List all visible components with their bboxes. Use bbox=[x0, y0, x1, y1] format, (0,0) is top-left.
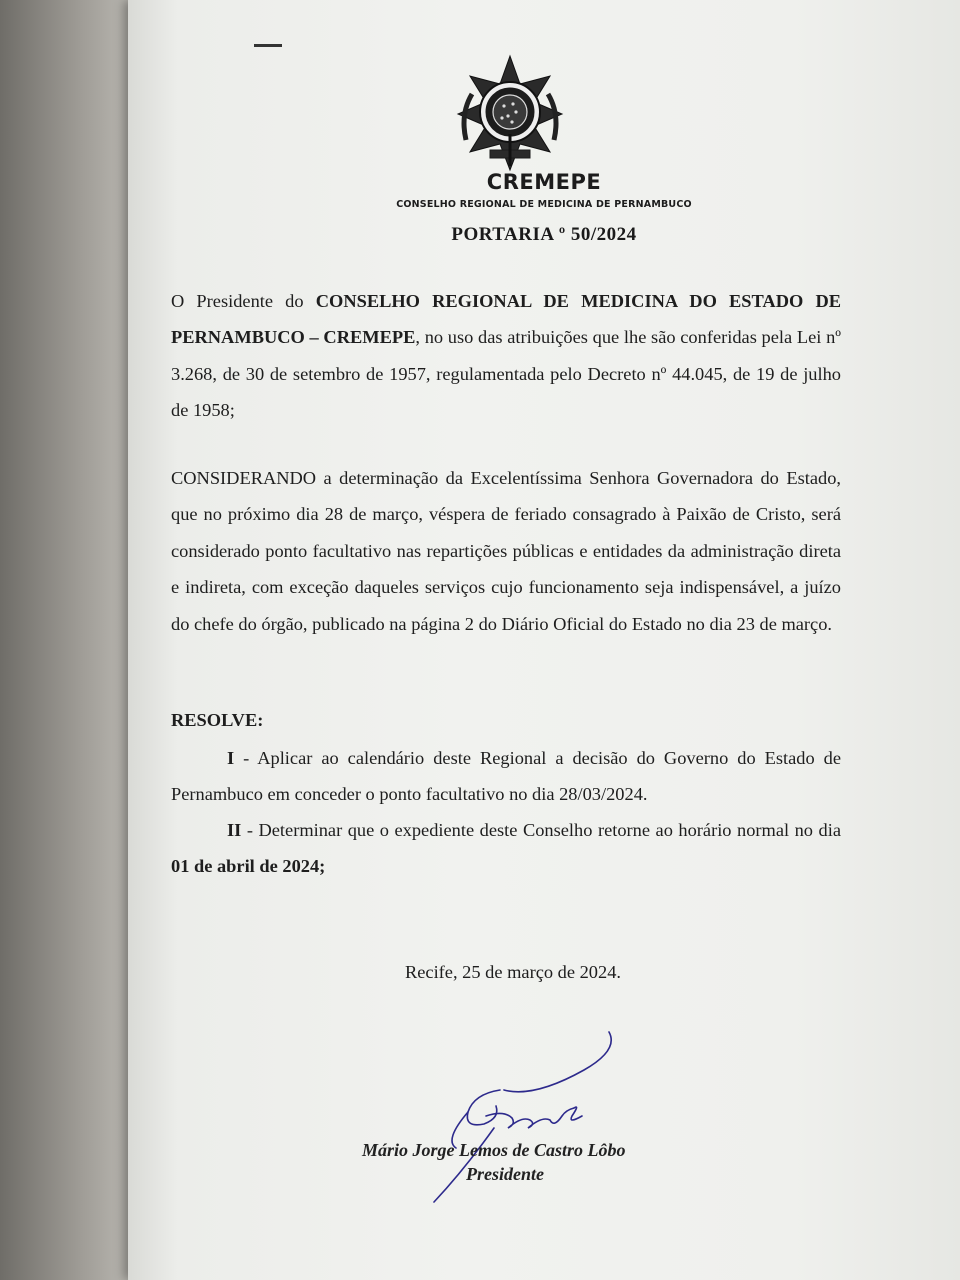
intro-council-name: CONSELHO REGIONAL DE MEDICINA DO ESTADO DE PERNAMBUCO – CREMEPE bbox=[171, 291, 841, 348]
document-page bbox=[128, 0, 960, 1280]
item1-numeral: I bbox=[227, 748, 235, 768]
brand-name: CREMEPE bbox=[486, 170, 602, 194]
place-and-date: Recife, 25 de março de 2024. bbox=[404, 962, 621, 982]
resolution-item-1 bbox=[171, 740, 841, 813]
item2-text: - Determinar que o expediente deste Conselho retorne ao horário normal no dia bbox=[241, 820, 841, 840]
resolution-item-2 bbox=[171, 812, 841, 885]
underlying-paper-sheet bbox=[0, 0, 140, 1280]
item2-date: 01 de abril de 2024; bbox=[171, 856, 326, 877]
signer-name: Mário Jorge Lemos de Castro Lôbo bbox=[362, 1140, 626, 1160]
document-title: PORTARIA º 50/2024 bbox=[451, 224, 637, 245]
brand-subtitle: CONSELHO REGIONAL DE MEDICINA DE PERNAMBUCO bbox=[396, 199, 692, 210]
coat-of-arms-icon bbox=[450, 54, 570, 172]
paragraph-intro bbox=[171, 283, 841, 429]
resolve-heading: RESOLVE: bbox=[171, 710, 264, 730]
intro-rest: , no uso das atribuições que lhe são conferidas pela Lei nº 3.268, de 30 de setembro de 1957, regulamentada pelo Decreto nº 44.045, de 19 de julho de 1958; bbox=[171, 327, 841, 421]
item1-text: - Aplicar ao calendário deste Regional a decisão do Governo do Estado de Pernambuco em conceder o ponto facultativo no dia 28/03/2024. bbox=[171, 748, 841, 805]
pen-mark bbox=[254, 44, 282, 47]
item2-numeral: II bbox=[227, 820, 242, 840]
signer-role: Presidente bbox=[466, 1164, 544, 1184]
paragraph-considering: CONSIDERANDO a determinação da Excelentíssima Senhora Governadora do Estado, que no próximo dia 28 de março, véspera de feriado consagrado à Paixão de Cristo, será considerado ponto facultativo nas repartições públicas e entidades da administração direta e indireta, com exceção daqueles serviços cujo funcionamento seja indispensável, a juízo do chefe do órgão, publicado na página 2 do Diário Oficial do Estado no dia 23 de março. bbox=[171, 468, 841, 634]
intro-lead: O Presidente do bbox=[171, 291, 316, 311]
